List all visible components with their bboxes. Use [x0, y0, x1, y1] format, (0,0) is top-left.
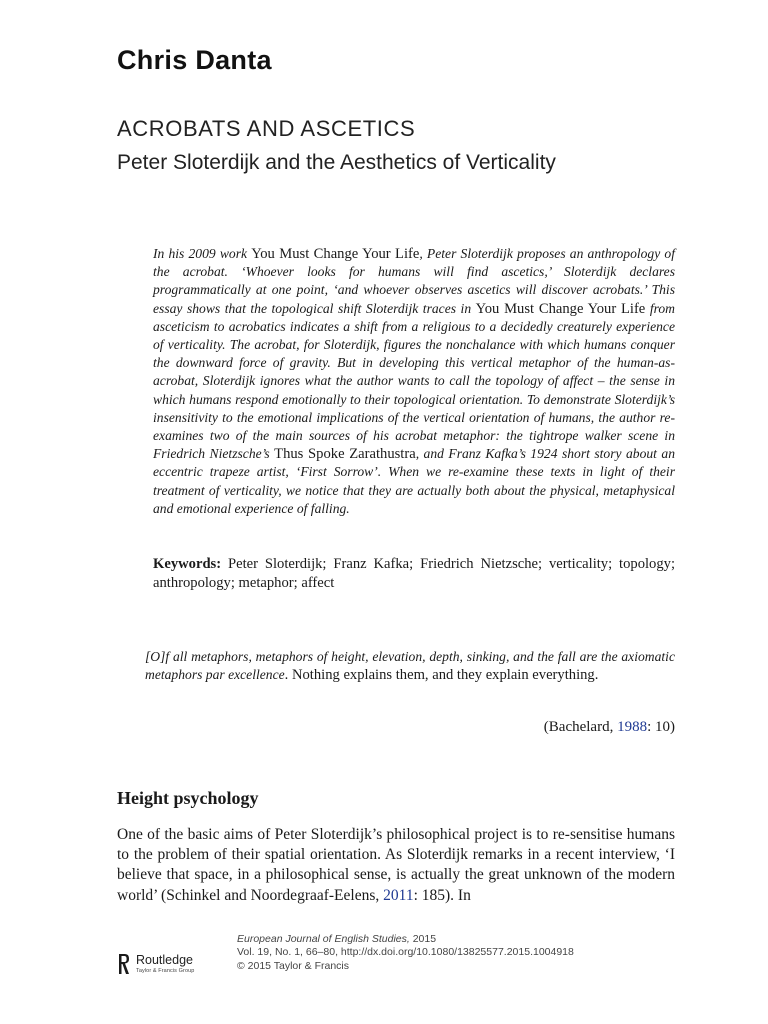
journal-line: [237, 933, 574, 946]
author-name: Chris Danta: [117, 45, 272, 75]
publisher-group: Taylor & Francis Group: [136, 968, 195, 974]
epigraph-citation: [544, 719, 675, 736]
keywords-list: Peter Sloterdijk; Franz Kafka; Friedrich Nietzsche; verticality; topology; anthropology; metaphor; affect: [153, 556, 675, 591]
journal-volume-doi: Vol. 19, No. 1, 66–80, http://dx.doi.org/10.1080/13825577.2015.1004918: [237, 946, 574, 959]
abstract-text: In his 2009 work: [153, 246, 252, 261]
article-subtitle: Peter Sloterdijk and the Aesthetics of Verticality: [117, 151, 556, 174]
journal-name: European Journal of English Studies,: [237, 933, 410, 945]
abstract-book-title: You Must Change Your Life: [251, 246, 420, 262]
section-body: [117, 825, 675, 906]
citation-year-link[interactable]: 2011: [383, 886, 414, 904]
citation-author: (Bachelard,: [543, 719, 618, 735]
keywords-label: Keywords:: [153, 556, 222, 572]
journal-year: 2015: [409, 933, 437, 945]
citation-page: : 10): [647, 719, 675, 735]
epigraph-quote: [O]f all metaphors, metaphors of height, elevation, depth, sinking, and the fall are the axiomatic metaphors par excellence: [145, 649, 675, 682]
publisher-text: [136, 953, 194, 975]
keywords: [153, 555, 675, 592]
abstract-book-title: Thus Spoke Zarathustra: [274, 446, 416, 463]
abstract-text: , and Franz Kafka’s 1924 short story about an eccentric trapeze artist, ‘First Sorrow’. When we re-examine these texts in light of their treatment of verticality, we notice that they are actually both about the physical, metaphysical and emotional experience of falling.: [153, 446, 676, 516]
citation-year-link[interactable]: 1988: [617, 719, 648, 735]
abstract-text: from asceticism to acrobatics indicates a shift from a religious to a decidedly creaturely experience of verticality. The acrobat, for Sloterdijk, figures the nonchalance with which humans conquer the downward force of gravity. But in developing this vertical metaphor of the human-as-acrobat, Sloterdijk ignores what the author wants to call the topology of affect – the sense in which humans respond emotionally to their topological orientation. To demonstrate Sloterdijk’s insensitivity to the emotional implications of the vertical orientation of humans, the author re-examines two of the main sources of his acrobat metaphor: the tightrope walker scene in Friedrich Nietzsche’s: [153, 300, 675, 462]
epigraph-quote-end: . Nothing explains them, and they explain everything.: [284, 667, 599, 683]
section-heading: Height psychology: [117, 788, 259, 808]
body-text: : 185). In: [413, 886, 471, 904]
body-text: One of the basic aims of Peter Sloterdijk’s philosophical project is to re-sensitise humans to the problem of their spatial orientation. As Sloterdijk remarks in a recent interview, ‘I believe that space, in a philosophical sense, is actually the great unknown of the modern world’ (Schinkel and Noordegraaf-Eelens,: [117, 826, 675, 904]
publisher-name: Routledge: [136, 953, 193, 967]
publisher-logo: [117, 951, 194, 977]
abstract-text: , Peter Sloterdijk proposes an anthropology of the acrobat. ‘Whoever looks for humans will find ascetics,’ Sloterdijk declares programmatically at one point, ‘and whoever observes ascetics will discover acrobats.’ This essay shows that the topological shift Sloterdijk traces in: [153, 246, 675, 316]
journal-copyright: © 2015 Taylor & Francis: [237, 959, 350, 972]
abstract-book-title: You Must Change Your Life: [475, 300, 646, 317]
journal-footer: [237, 933, 574, 973]
article-title: ACROBATS AND ASCETICS: [117, 116, 416, 141]
epigraph: [145, 648, 675, 684]
routledge-logo-icon: [117, 951, 131, 977]
abstract: [153, 245, 675, 518]
